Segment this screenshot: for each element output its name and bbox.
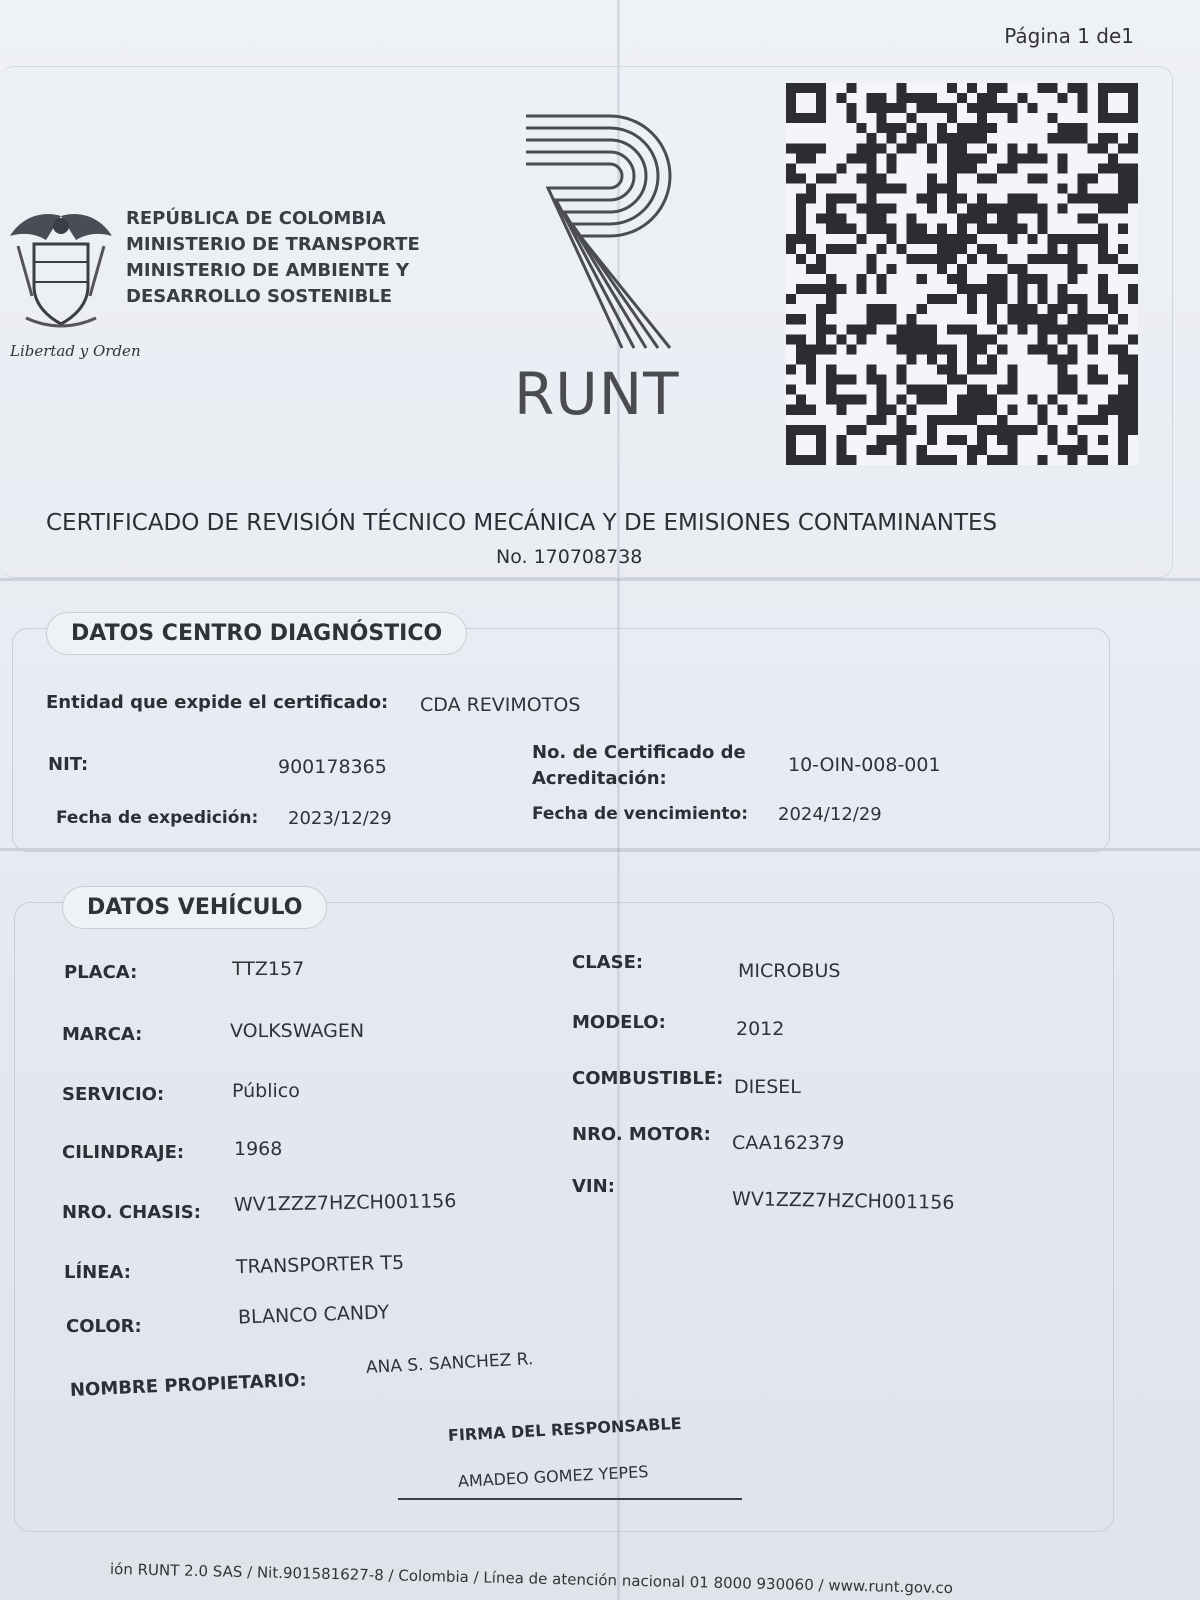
fecha-expedicion-label: Fecha de expedición: xyxy=(56,808,259,828)
firma-name: AMADEO GOMEZ YEPES xyxy=(457,1462,649,1491)
modelo-label: MODELO: xyxy=(572,1012,666,1033)
servicio-value: Público xyxy=(232,1080,300,1102)
nit-value: 900178365 xyxy=(278,756,387,778)
vehiculo-heading: DATOS VEHÍCULO xyxy=(62,886,327,929)
entidad-value: CDA REVIMOTOS xyxy=(420,694,581,716)
qr-code-icon xyxy=(786,80,1138,468)
signature-line xyxy=(398,1498,742,1500)
gov-line: MINISTERIO DE TRANSPORTE xyxy=(126,234,420,255)
page-number: Página 1 de1 xyxy=(1004,24,1134,48)
nit-label: NIT: xyxy=(48,754,89,775)
entidad-label: Entidad que expide el certificado: xyxy=(46,692,389,713)
firma-label: FIRMA DEL RESPONSABLE xyxy=(447,1413,682,1445)
fecha-vencimiento-value: 2024/12/29 xyxy=(778,804,882,825)
fecha-vencimiento-label: Fecha de vencimiento: xyxy=(532,804,749,824)
government-heading xyxy=(126,206,420,310)
chasis-label: NRO. CHASIS: xyxy=(62,1202,201,1223)
marca-value: VOLKSWAGEN xyxy=(230,1020,365,1042)
motor-value: CAA162379 xyxy=(732,1132,845,1154)
certificate-title: CERTIFICADO DE REVISIÓN TÉCNICO MECÁNICA Y DE EMISIONES CONTAMINANTES xyxy=(46,510,998,536)
servicio-label: SERVICIO: xyxy=(62,1084,165,1105)
acreditacion-label-line: No. de Certificado de xyxy=(532,742,746,763)
coat-of-arms-icon xyxy=(6,206,116,336)
color-value: BLANCO CANDY xyxy=(237,1301,390,1329)
placa-value: TTZ157 xyxy=(232,958,305,980)
gov-line: MINISTERIO DE AMBIENTE Y xyxy=(126,260,410,281)
gov-line: REPÚBLICA DE COLOMBIA xyxy=(126,208,386,229)
motor-label: NRO. MOTOR: xyxy=(572,1124,711,1145)
clase-label: CLASE: xyxy=(572,952,644,973)
runt-logo-icon xyxy=(520,108,690,358)
marca-label: MARCA: xyxy=(62,1024,143,1045)
linea-label: LÍNEA: xyxy=(64,1262,131,1283)
vin-value: WV1ZZZ7HZCH001156 xyxy=(731,1188,955,1214)
acreditacion-label xyxy=(532,740,746,792)
fold-line-horizontal xyxy=(0,578,1200,581)
cilindraje-label: CILINDRAJE: xyxy=(62,1142,185,1163)
acreditacion-value: 10-OIN-008-001 xyxy=(788,754,941,776)
combustible-label: COMBUSTIBLE: xyxy=(572,1068,724,1089)
motto: Libertad y Orden xyxy=(10,342,141,360)
cilindraje-value: 1968 xyxy=(234,1138,283,1160)
certificate-number: No. 170708738 xyxy=(496,546,643,568)
placa-label: PLACA: xyxy=(64,962,138,983)
fecha-expedicion-value: 2023/12/29 xyxy=(288,808,392,829)
chasis-value: WV1ZZZ7HZCH001156 xyxy=(233,1190,457,1216)
runt-logo-text: RUNT xyxy=(514,360,680,428)
acreditacion-label-line: Acreditación: xyxy=(532,768,667,789)
clase-value: MICROBUS xyxy=(738,960,841,982)
vin-label: VIN: xyxy=(572,1176,615,1197)
footer-text: ión RUNT 2.0 SAS / Nit.901581627-8 / Colombia / Línea de atención nacional 01 8000 930060 / www.runt.gov.co xyxy=(109,1560,954,1598)
modelo-value: 2012 xyxy=(736,1018,785,1040)
linea-value: TRANSPORTER T5 xyxy=(235,1251,405,1279)
propietario-label: NOMBRE PROPIETARIO: xyxy=(69,1369,308,1401)
propietario-value: ANA S. SANCHEZ R. xyxy=(365,1349,534,1378)
combustible-value: DIESEL xyxy=(734,1076,801,1098)
color-label: COLOR: xyxy=(66,1316,142,1337)
gov-line: DESARROLLO SOSTENIBLE xyxy=(126,286,393,307)
centro-heading: DATOS CENTRO DIAGNÓSTICO xyxy=(46,612,467,655)
